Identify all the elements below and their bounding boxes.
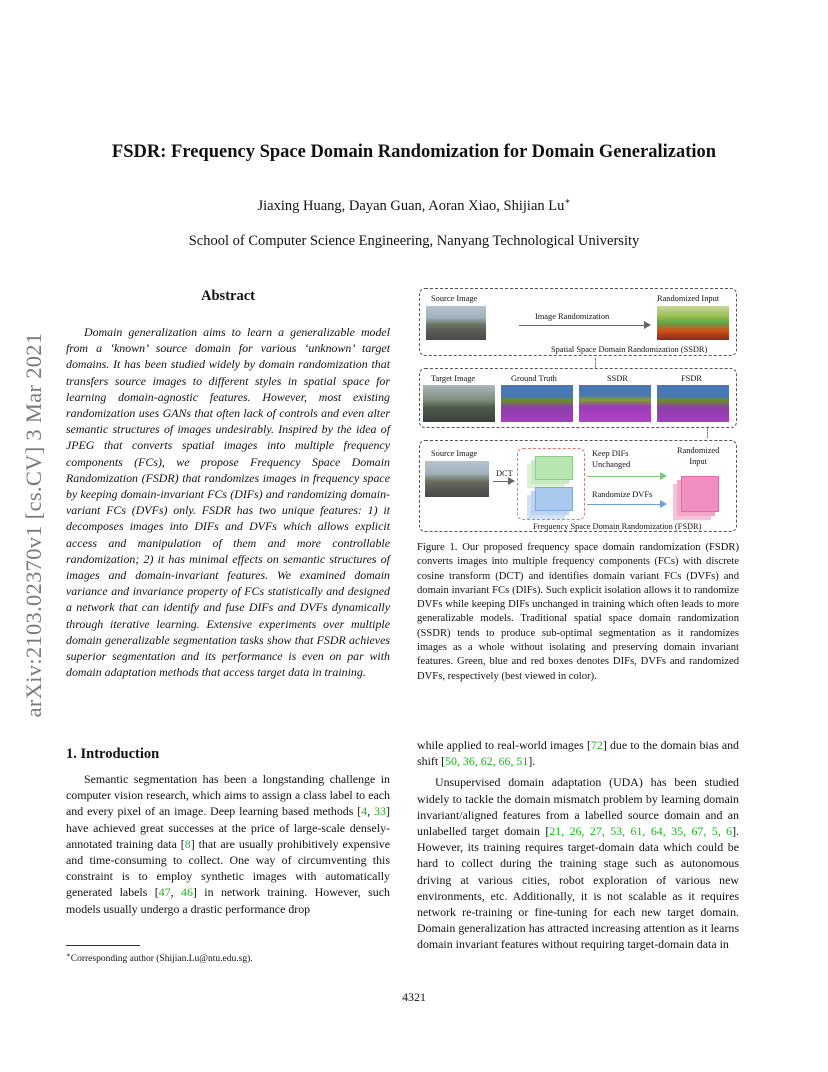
citation-link[interactable]: 21, 26, 27, 53, 61, 64, 35, 67, 5, 6 <box>549 824 733 839</box>
citation-link[interactable]: 4 <box>361 804 368 819</box>
fsdr-source-image <box>425 461 489 497</box>
arxiv-stamp <box>16 290 52 760</box>
footnote: ∗Corresponding author (Shijian.Lu@ntu.edu.sg). <box>66 951 253 965</box>
figure-1 <box>419 288 739 533</box>
ground-truth-image <box>501 385 573 422</box>
fsdr-box-label: Frequency Space Domain Randomization (FSDR) <box>533 522 702 531</box>
ssdr-source-image <box>426 306 486 340</box>
citation-link[interactable]: 72 <box>590 738 603 752</box>
randomize-dvfs-arrow <box>587 504 665 505</box>
ssdr-arrow-label: Image Randomization <box>535 312 610 321</box>
fsdr-source-label: Source Image <box>431 449 478 458</box>
dvf-components <box>535 487 573 511</box>
fsdr-result-image <box>657 385 729 422</box>
ssdr-down-arrow <box>595 358 596 368</box>
ssdr-randomized-image <box>657 306 729 340</box>
intro-right-column <box>417 737 739 953</box>
randomize-dvfs-label: Randomize DVFs <box>592 490 653 499</box>
affiliation: School of Computer Science Engineering, Nanyang Technological University <box>188 233 640 249</box>
citation-link[interactable]: 47 <box>158 885 171 900</box>
ssdr-box-label: Spatial Space Domain Randomization (SSDR) <box>551 345 708 354</box>
citation-link[interactable]: 8 <box>184 836 191 851</box>
fsdr-result-label: FSDR <box>681 374 702 383</box>
intro-heading: 1. Introduction <box>66 746 160 762</box>
keep-difs-arrow <box>587 476 665 477</box>
abstract-body: Domain generalization aims to learn a generalizable model from a ‘known’ source domain for various ‘unknown’ target domains. It has been studied widely by domain randomization that transfers source images to different styles in spatial space for learning domain-agnostic features. However, most existing randomization uses GANs that often lack of controls and even alter semantic structures of images undesirably. Inspired by the idea of JPEG that converts spatial images into multiple frequency components (FCs), we propose Frequency Space Domain Randomization (FSDR) that randomizes images in frequency space by keeping domain-invariant FCs (DIFs) and randomizing domain-variant FCs (DVFs) only. FSDR has two unique features: 1) it decomposes images into DIFs and DVFs which allows explicit access and manipulation of them and more controllable randomization; 2) it has minimal effects on semantic structures of images and domain-invariant features. We examined domain variance and invariance property of FCs statistically and designed a network that can identify and fuse DIFs and DVFs dynamically through iterative learning. Extensive experiments over multiple domain generalizable segmentation tasks show that FSDR achieves superior segmentation and its performance is even on par with domain adaptation methods that access target data in training. <box>66 325 390 680</box>
fsdr-up-arrow <box>707 428 708 438</box>
dct-label: DCT <box>496 469 513 478</box>
intro-paragraph-1-continued: while applied to real-world images [72] due to the domain bias and shift [50, 36, 62, 66, 51]. <box>417 738 740 769</box>
dif-components <box>535 456 573 480</box>
intro-paragraph-1: Semantic segmentation has been a longstanding challenge in computer vision research, which aims to assign a class label to each and every pixel of an image. Deep learning based methods [4, 33] have achieved great successes at the price of large-scale densely-annotated training data [8] that are usually prohibitively expensive and time-consuming to collect. One way of circumventing this constraint is to employ synthetic images with automatically generated labels [47, 46] in network training. However, such models usually undergo a drastic performance drop <box>66 772 390 916</box>
ground-truth-label: Ground Truth <box>511 374 557 383</box>
figure-caption: Figure 1. Our proposed frequency space domain randomization (FSDR) converts images into multiple frequency components (FCs) with discrete cosine transform (DCT) and identifies domain variant FCs (DVFs) and domain invariant FCs (DIFs). Such explicit isolation allows it to randomize DVFs while keeping DIFs unchanged in training which often leads to more generalizable models. Traditional spatial space domain randomization (SSDR) tends to produce sub-optimal segmentation as it randomizes images as a whole without isolating and preserving domain invariant features. Green, blue and red boxes denotes DIFs, DVFs and randomized DVFs, respectively (best viewed in color). <box>417 542 739 682</box>
author-footnote-mark: ∗ <box>564 196 571 206</box>
page-number: 4321 <box>402 990 426 1004</box>
arxiv-stamp-text: arXiv:2103.02370v1 [cs.CV] 3 Mar 2021 <box>21 332 46 718</box>
dct-arrow <box>493 481 513 482</box>
abstract-heading: Abstract <box>201 288 255 304</box>
author-list <box>0 196 828 215</box>
citation-link[interactable]: 33 <box>374 804 387 819</box>
keep-difs-label: Keep DIFs Unchanged <box>592 449 631 469</box>
randomized-components <box>681 476 719 512</box>
target-image <box>423 385 495 422</box>
ssdr-arrow <box>519 325 649 326</box>
ssdr-result-label: SSDR <box>607 374 628 383</box>
paper-title: FSDR: Frequency Space Domain Randomization for Domain Generalization <box>111 142 717 162</box>
intro-paragraph-2: Unsupervised domain adaptation (UDA) has been studied widely to tackle the domain mismatch problem by learning domain invariant/aligned features from a labelled source domain and an unlabelled target domain [21, 26, 27, 53, 61, 64, 35, 67, 5, 6]. However, its training requires target-domain data which could be hard to collect during the training stage such as autonomous driving at various cities, robot exploration of various new environments, etc. Additionally, it is not scalable as it requires network re-training or fine-tuning for each new target domain. Domain generalization has attracted increasing attention as it learns domain invariant features without requiring target-domain data in <box>417 775 739 952</box>
ssdr-randomized-label: Randomized Input <box>657 294 720 303</box>
target-image-label: Target Image <box>431 374 476 383</box>
ssdr-result-image <box>579 385 651 422</box>
footnote-rule <box>66 945 140 946</box>
citation-link[interactable]: 50, 36, 62, 66, 51 <box>445 754 529 769</box>
ssdr-source-label: Source Image <box>431 294 478 303</box>
fsdr-randomized-label: Randomized Input <box>677 446 720 466</box>
author-names: Jiaxing Huang, Dayan Guan, Aoran Xiao, Shijian Lu <box>257 197 565 214</box>
citation-link[interactable]: 46 <box>181 885 193 900</box>
